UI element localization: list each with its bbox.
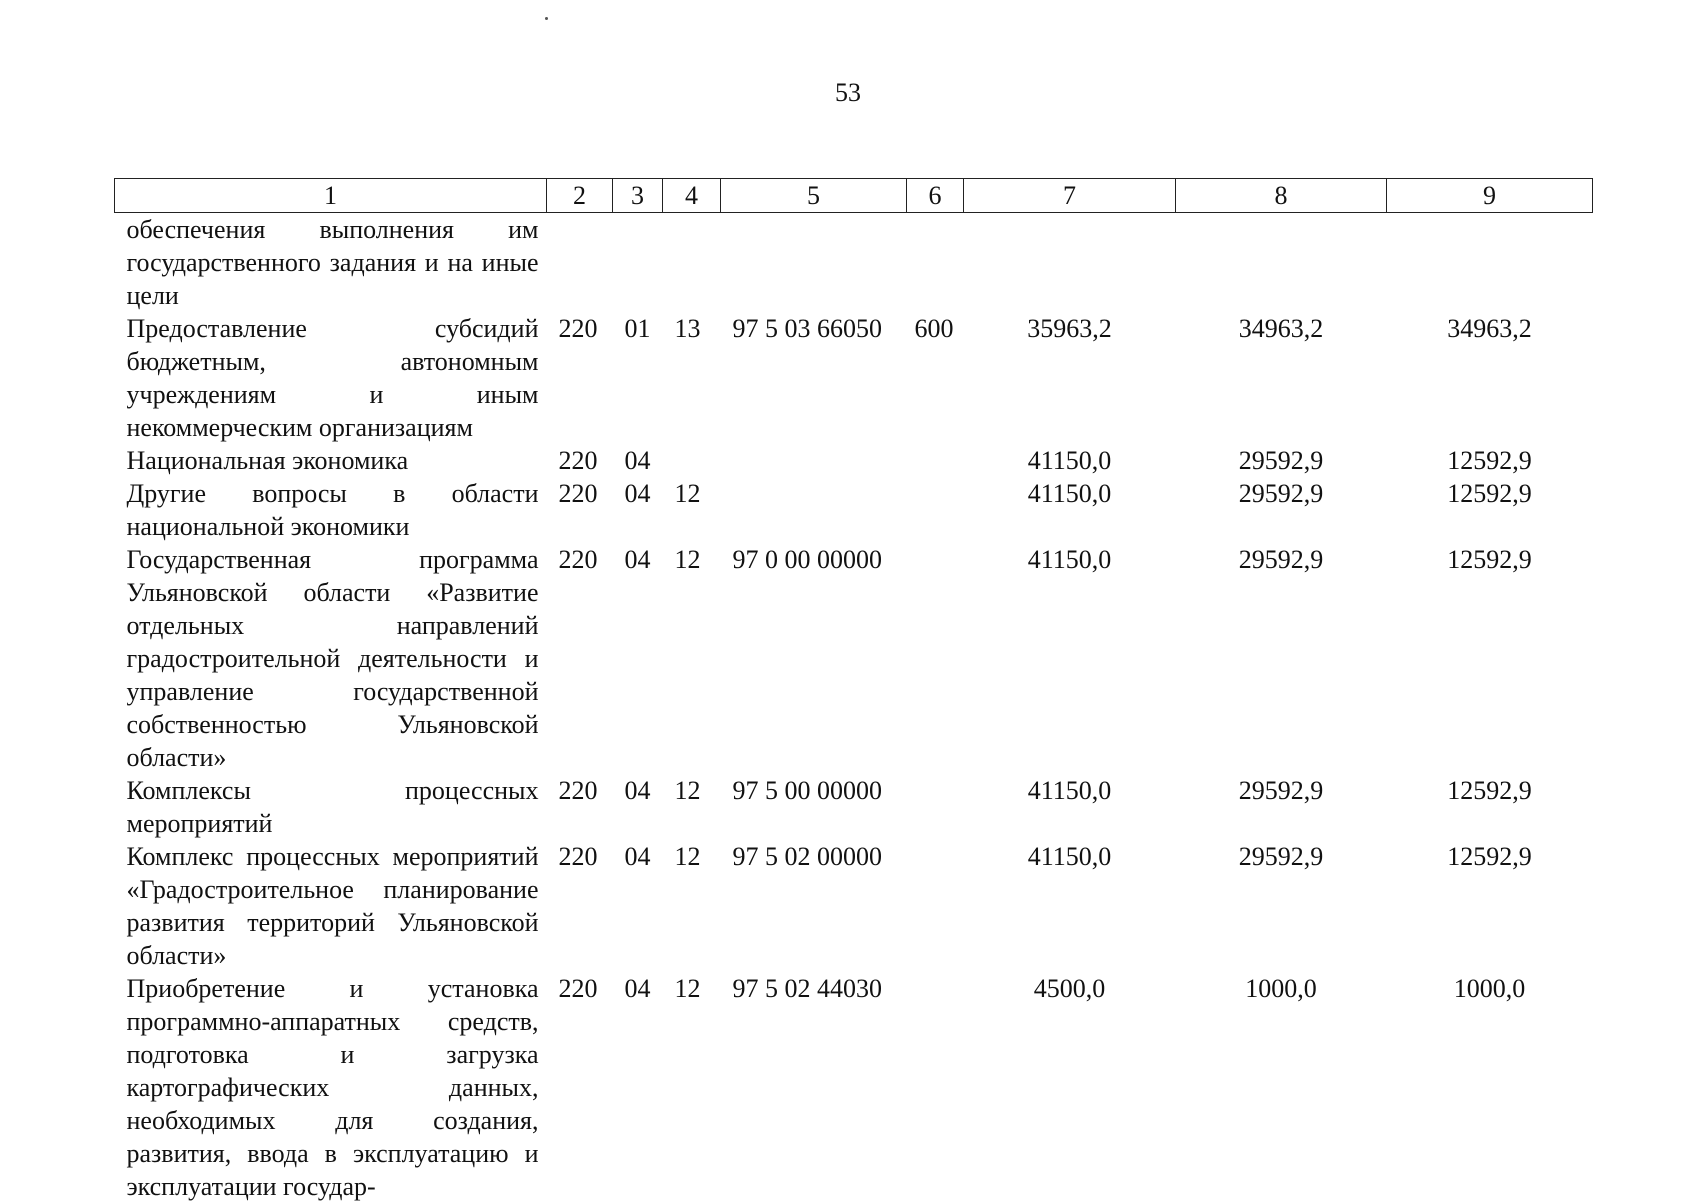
row-vr	[907, 774, 964, 840]
row-gr: 220	[558, 479, 598, 508]
scan-speck	[545, 17, 548, 20]
table-row	[115, 774, 1593, 840]
row-rz: 04	[624, 479, 651, 508]
row-csr: 97 5 02 00000	[732, 842, 882, 871]
row-gr: 220	[558, 776, 598, 805]
row-amount-9: 1000,0	[1453, 974, 1526, 1003]
table-row	[115, 312, 1593, 444]
row-pr: 12	[674, 479, 701, 508]
budget-table	[114, 178, 1593, 1203]
row-amount-9: 12592,9	[1447, 776, 1532, 805]
row-amount-8: 29592,9	[1238, 545, 1324, 574]
row-pr	[663, 213, 721, 313]
table-row	[115, 477, 1593, 543]
row-gr: 220	[558, 842, 598, 871]
row-name: Комплекс процессных мероприятий «Градостроительное планирование развития территорий Ульяновской области»	[126, 842, 539, 970]
column-header: 5	[721, 179, 907, 213]
row-vr	[907, 972, 964, 1203]
column-header: 2	[547, 179, 613, 213]
row-amount-8: 29592,9	[1238, 842, 1324, 871]
row-rz: 04	[624, 545, 651, 574]
row-name: Национальная экономика	[126, 446, 409, 475]
row-csr: 97 5 02 44030	[732, 974, 882, 1003]
row-name: Государственная программа Ульяновской области «Развитие отдельных направлений градостроительной деятельности и управление государственной собственностью Ульяновской области»	[126, 545, 539, 772]
row-amount-9: 12592,9	[1447, 545, 1532, 574]
row-pr: 12	[674, 776, 701, 805]
row-amount-8	[1176, 213, 1387, 313]
row-csr: 97 0 00 00000	[732, 545, 882, 574]
row-amount-7: 41150,0	[1027, 545, 1112, 574]
row-amount-7: 35963,2	[1027, 314, 1112, 343]
row-amount-9: 12592,9	[1447, 842, 1532, 871]
row-amount-9: 12592,9	[1447, 446, 1532, 475]
table-row	[115, 543, 1593, 774]
row-vr	[907, 840, 964, 972]
column-header: 4	[663, 179, 721, 213]
table-header-row	[115, 179, 1593, 213]
row-amount-7: 41150,0	[1027, 776, 1112, 805]
row-csr	[721, 477, 907, 543]
row-pr: 12	[674, 545, 701, 574]
row-gr: 220	[558, 314, 598, 343]
row-name: обеспечения выполнения им государственного задания и на иные цели	[126, 215, 539, 310]
row-csr: 97 5 00 00000	[732, 776, 882, 805]
row-amount-9	[1387, 213, 1593, 313]
row-rz: 01	[624, 314, 651, 343]
page-number: 53	[835, 78, 861, 107]
row-amount-8: 29592,9	[1238, 446, 1324, 475]
table-row	[115, 840, 1593, 972]
row-rz: 04	[624, 446, 651, 475]
row-amount-8: 29592,9	[1238, 776, 1324, 805]
row-amount-7: 4500,0	[1033, 974, 1106, 1003]
column-header: 6	[907, 179, 964, 213]
row-pr: 12	[674, 974, 701, 1003]
row-rz	[613, 213, 663, 313]
row-vr	[907, 543, 964, 774]
row-amount-9: 12592,9	[1447, 479, 1532, 508]
row-amount-7	[964, 213, 1176, 313]
row-name: Другие вопросы в области национальной экономики	[126, 479, 539, 541]
table-row	[115, 972, 1593, 1203]
row-name: Предоставление субсидий бюджетным, автономным учреждениям и иным некоммерческим организациям	[126, 314, 539, 442]
row-gr: 220	[558, 446, 598, 475]
row-csr: 97 5 03 66050	[732, 314, 882, 343]
row-amount-7: 41150,0	[1027, 842, 1112, 871]
table-row	[115, 444, 1593, 477]
column-header: 9	[1387, 179, 1593, 213]
row-pr: 12	[674, 842, 701, 871]
row-vr	[907, 213, 964, 313]
row-gr	[547, 213, 613, 313]
row-vr	[907, 477, 964, 543]
row-gr: 220	[558, 974, 598, 1003]
row-name: Приобретение и установка программно-аппаратных средств, подготовка и загрузка картографических данных, необходимых для создания, развития, ввода в эксплуатацию и эксплуатации государ-	[126, 974, 539, 1201]
row-amount-7: 41150,0	[1027, 479, 1112, 508]
column-header: 7	[964, 179, 1176, 213]
row-rz: 04	[624, 974, 651, 1003]
column-header: 8	[1176, 179, 1387, 213]
column-header: 1	[115, 179, 547, 213]
row-amount-7: 41150,0	[1027, 446, 1112, 475]
row-vr: 600	[914, 314, 954, 343]
row-rz: 04	[624, 776, 651, 805]
row-amount-8: 34963,2	[1238, 314, 1324, 343]
row-gr: 220	[558, 545, 598, 574]
row-name: Комплексы процессных мероприятий	[126, 776, 539, 838]
row-amount-9: 34963,2	[1447, 314, 1532, 343]
row-amount-8: 29592,9	[1238, 479, 1324, 508]
row-pr: 13	[674, 314, 701, 343]
row-vr	[907, 444, 964, 477]
table-row	[115, 213, 1593, 313]
row-csr	[721, 213, 907, 313]
row-rz: 04	[624, 842, 651, 871]
column-header: 3	[613, 179, 663, 213]
row-pr	[663, 444, 721, 477]
row-csr	[721, 444, 907, 477]
row-amount-8: 1000,0	[1245, 974, 1317, 1003]
